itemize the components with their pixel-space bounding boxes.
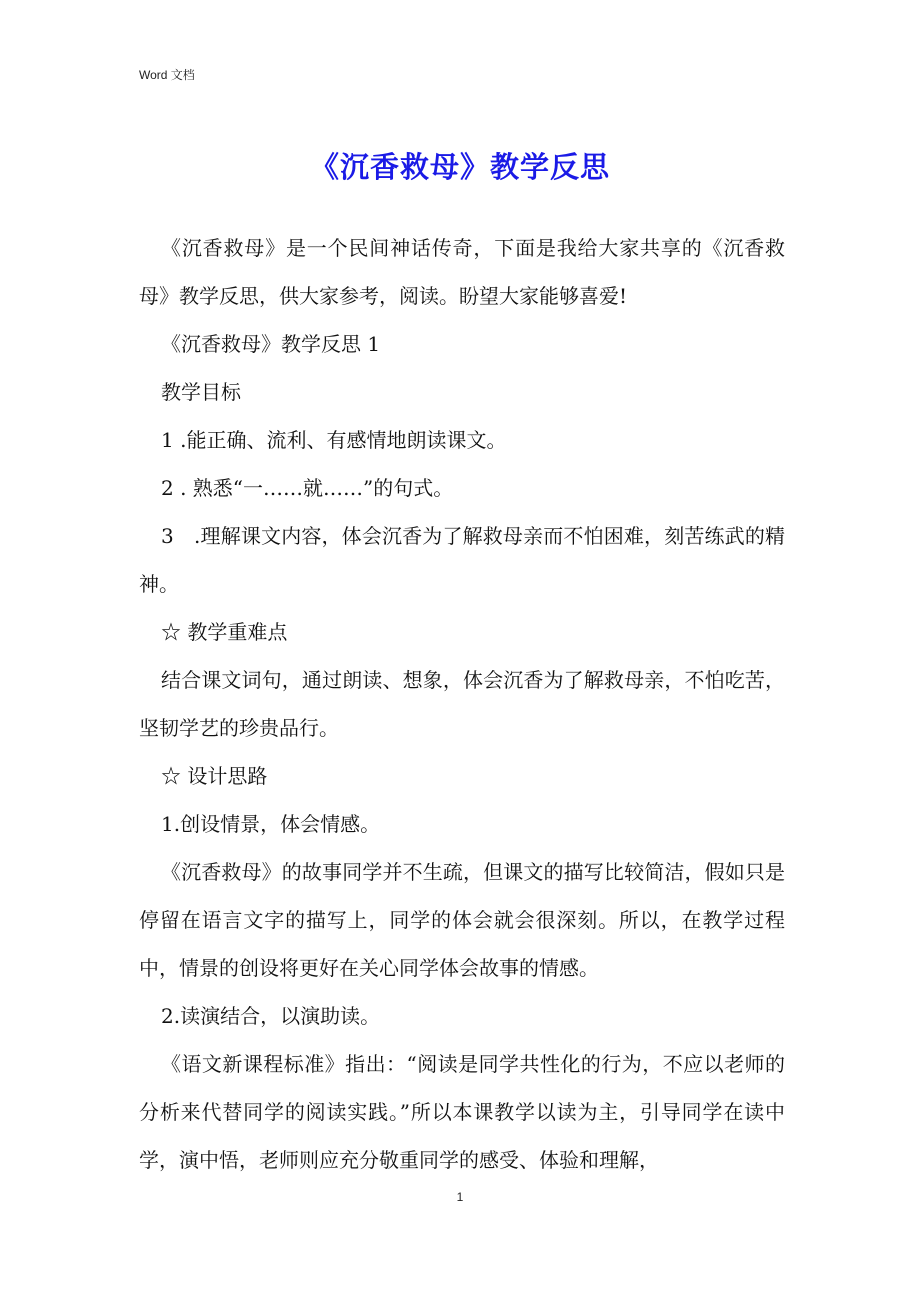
- section-heading: ☆ 设计思路: [161, 764, 268, 788]
- list-item: 1.创设情景，体会情感。: [161, 812, 381, 836]
- paragraph: 《沉香救母》教学反思 1: [161, 332, 381, 356]
- paragraph: 《沉香救母》是一个民间神话传奇，下面是我给大家共享的《沉香救母》教学反思，供大家参考，阅读。盼望大家能够喜爱!: [139, 236, 785, 308]
- paragraph: 结合课文词句，通过朗读、想象，体会沉香为了解救母亲，不怕吃苦，坚韧学艺的珍贵品行。: [139, 668, 785, 740]
- list-item: 3 .理解课文内容，体会沉香为了解救母亲而不怕困难，刻苦练武的精神。: [139, 524, 785, 596]
- list-item: 2.读演结合，以演助读。: [161, 1004, 381, 1028]
- page-number: 1: [456, 1190, 464, 1204]
- paragraph: 《沉香救母》的故事同学并不生疏，但课文的描写比较简洁，假如只是停留在语言文字的描写上，同学的体会就会很深刻。所以，在教学过程中，情景的创设将更好在关心同学体会故事的情感。: [139, 860, 785, 980]
- section-heading: ☆ 教学重难点: [161, 620, 288, 644]
- list-item: 2 . 熟悉“一……就……”的句式。: [161, 476, 454, 500]
- section-heading: 教学目标: [161, 380, 241, 404]
- paragraph: 《语文新课程标准》指出：“阅读是同学共性化的行为，不应以老师的分析来代替同学的阅读实践。”所以本课教学以读为主，引导同学在读中学，演中悟，老师则应充分敬重同学的感受、体验和理解，: [139, 1052, 785, 1172]
- list-item: 1 .能正确、流利、有感情地朗读课文。: [161, 428, 507, 452]
- document-title: 《沉香救母》教学反思: [309, 150, 610, 184]
- document-body: [139, 224, 785, 1184]
- document-header-label: Word 文档: [139, 68, 195, 82]
